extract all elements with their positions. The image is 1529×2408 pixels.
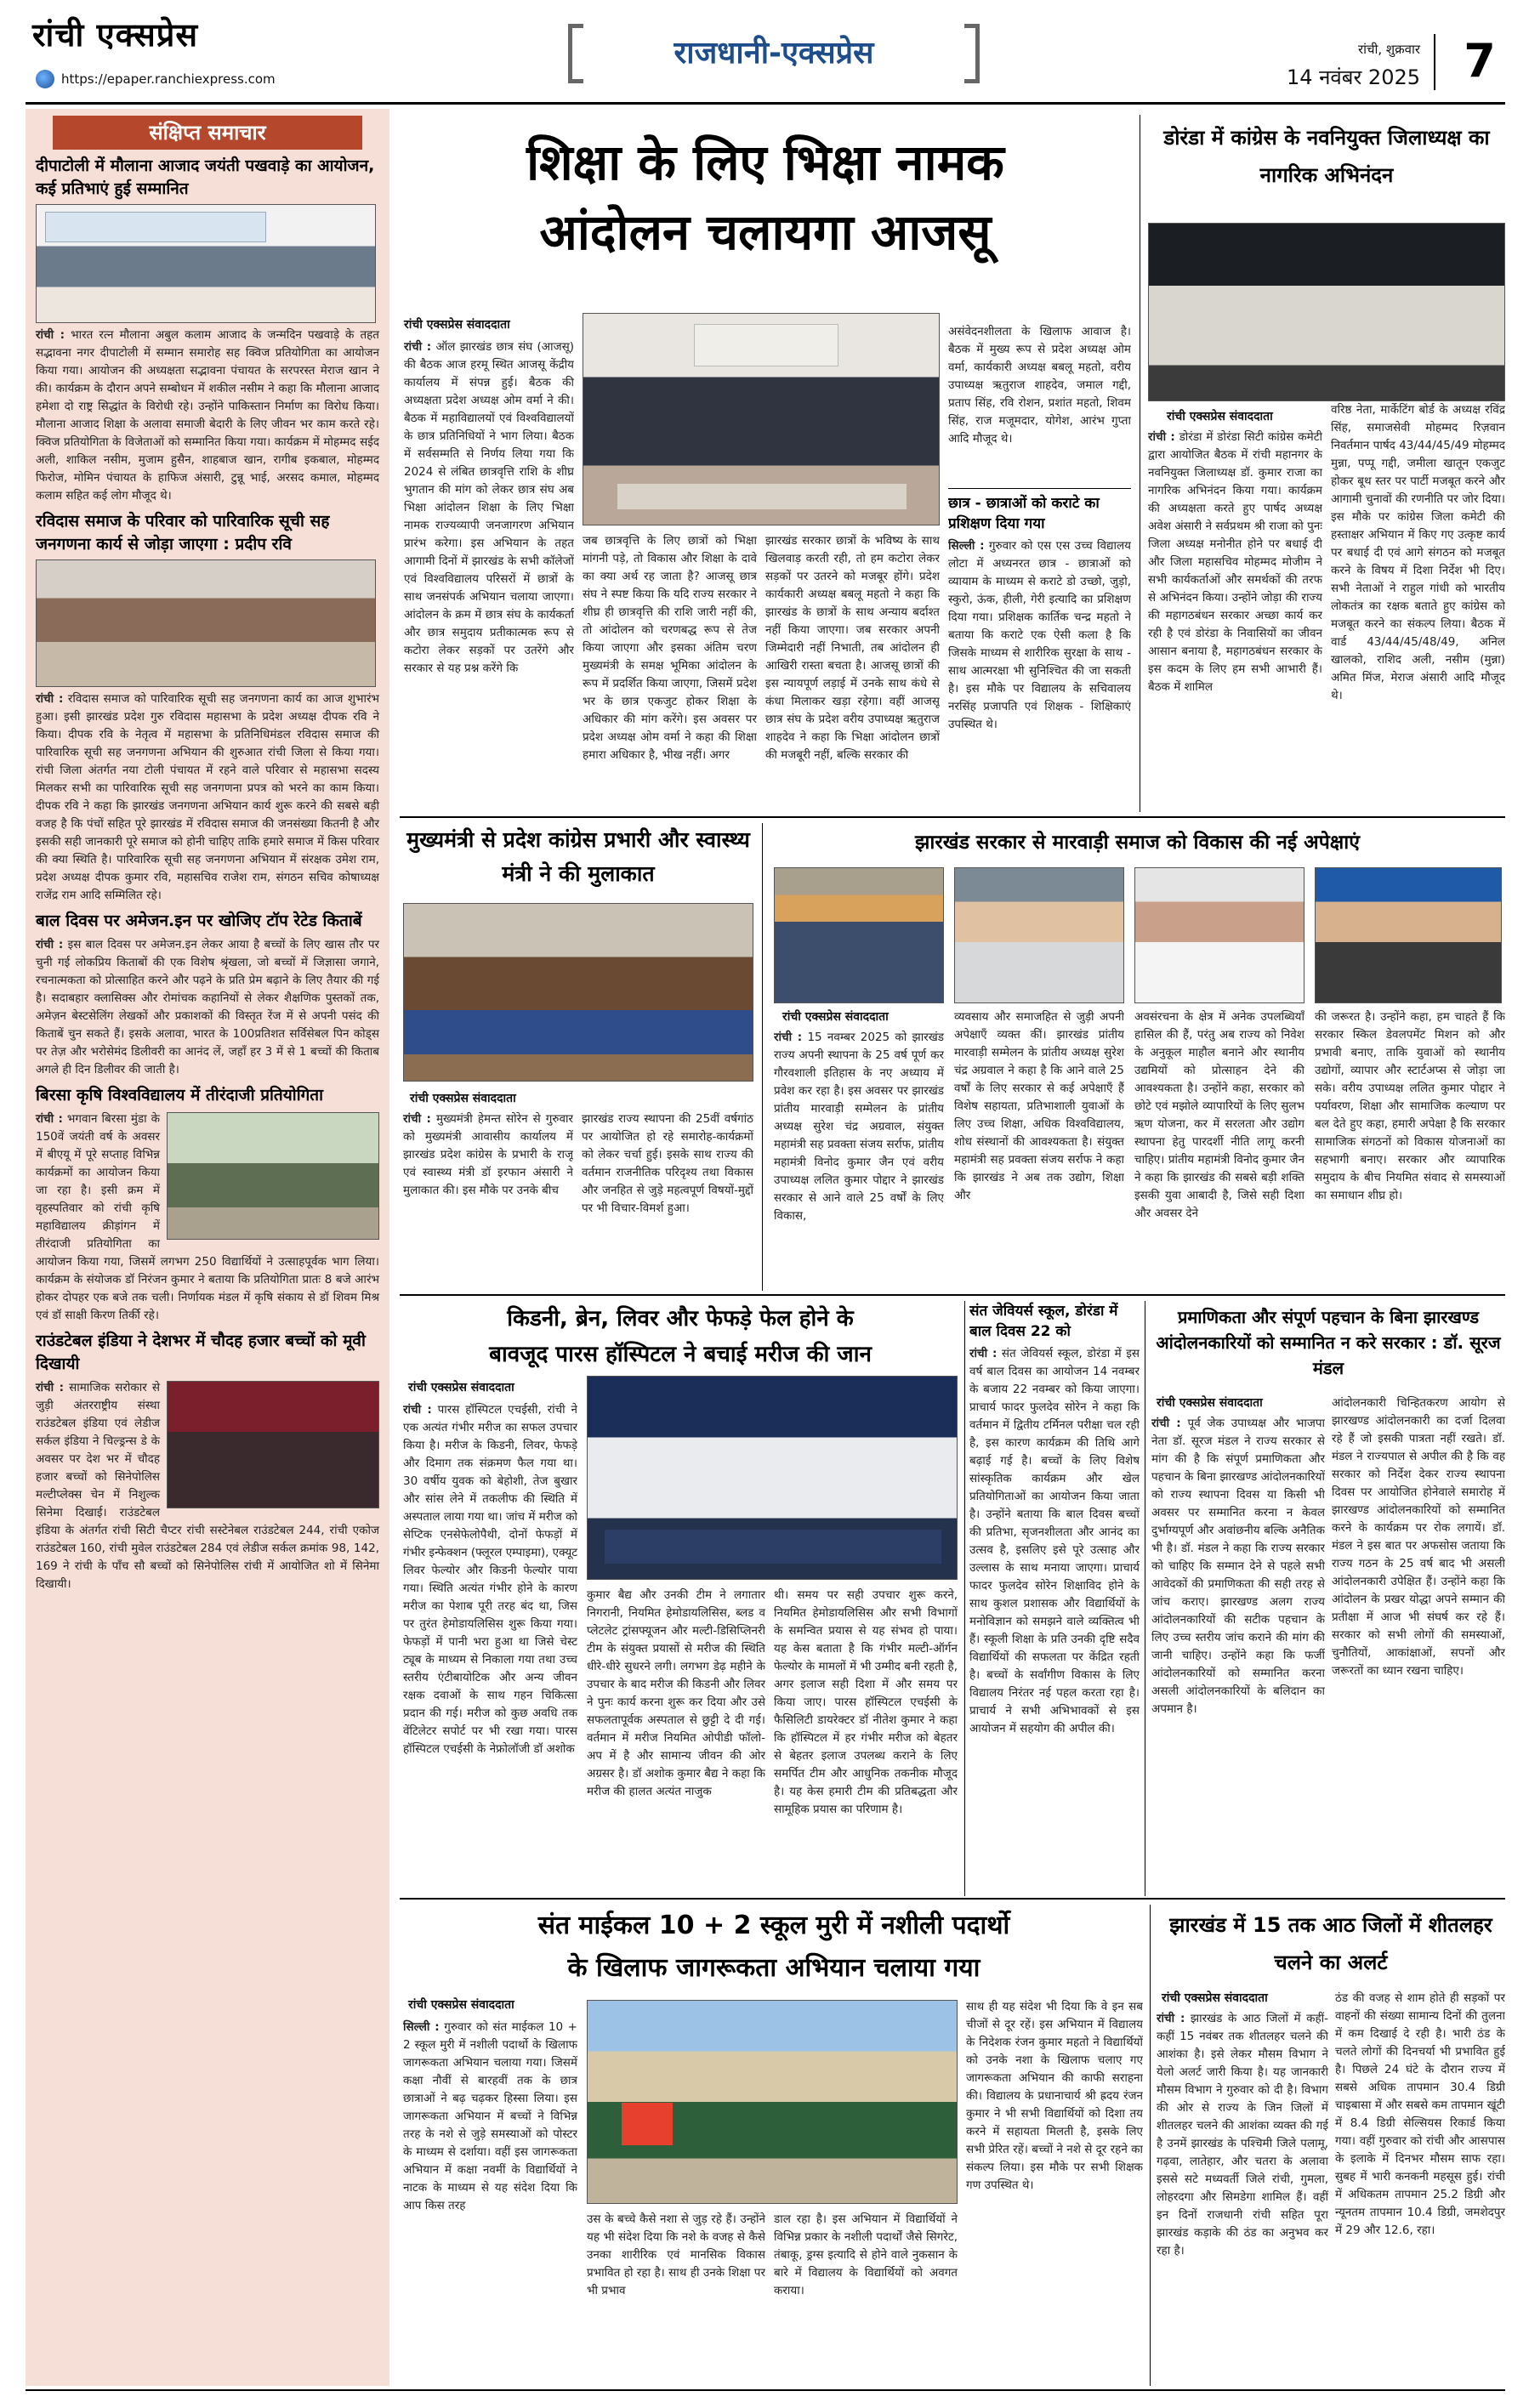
doranda-photo	[1148, 223, 1505, 401]
cm-col-2: झारखंड राज्य स्थापना की 25वीं वर्षगांठ पर आयोजित हो रहे समारोह-कार्यक्रमों को लेकर चर्चा हुई। इसके साथ राज्य की वर्तमान राजनीतिक परिदृश्य तथा विकास और जनहित से जुड़े महत्वपूर्ण विषयों-मुद्दों पर भी विचार-विमर्श हुआ।	[582, 1112, 753, 1215]
col-divider	[964, 1301, 965, 1896]
page-number: 7	[1464, 34, 1496, 88]
lead-divider	[948, 488, 1131, 489]
paras-headline: किडनी, ब्रेन, लिवर और फेफड़े फेल होने के बावजूद पारस हॉस्पिटल ने बचाई मरीज की जान	[489, 1306, 872, 1367]
meeting-banner	[694, 324, 838, 366]
doranda-headline: डोरंडा में कांग्रेस के नवनियुक्त जिलाध्यक्ष का नागरिक अभिनंदन	[1163, 126, 1490, 187]
marwari-byline: रांची एक्सप्रेस संवाददाता	[782, 1010, 889, 1024]
cold-byline: रांची एक्सप्रेस संवाददाता	[1162, 1991, 1268, 2005]
brief-headline: राउंडटेबल इंडिया ने देशभर में चौदह हजार बच्चों को मूवी दिखायी	[36, 1332, 366, 1373]
cold-col-2: ठंड की वजह से शाम होते ही सड़कों पर वाहनों की संख्या सामान्य दिनों की तुलना में कम दिखाई दे रही है। भारी ठंड के चलते लोगों की दिनचर्या भी प्रभावित हुई है। पिछले 24 घंटे के दौरान राज्य में सबसे अधिक तापमान 30.4 डिग्री चाइबासा में और सबसे कम तापमान खूंटी में 8.4 डिग्री सेल्सियस रिकार्ड किया गया। वहीं गुरुवार को रांची और आसपास के इलाके में दिनभर मौसम साफ रहा। सुबह में भारी कनकनी महसूस हुई। रांची में अधिकतम तापमान 25.2 डिग्री और न्यूनतम तापमान 10.4 डिग्री, जमशेदपुर में 29 और 12.6, रहा।	[1335, 1991, 1505, 2237]
cm-col-1: रांची : मुख्यमंत्री हेमन्त सोरेन से गुरुवार को मुख्यमंत्री आवासीय कार्यालय में झारखंड प्रदेश कांग्रेस के प्रभारी के राजू एवं स्वास्थ्य मंत्री डॉ इरफान अंसारी ने मुलाकात की। इस मौके पर उनके बीच	[403, 1112, 573, 1197]
masthead-divider	[1434, 34, 1435, 90]
brand-logo: रांची एक्सप्रेस	[32, 16, 199, 54]
marwari-photo-2	[954, 867, 1124, 1003]
paras-photo	[587, 1376, 958, 1580]
paras-col-3: थी। समय पर सही उपचार शुरू करने, नियमित हेमोडायलिसिस और सभी विभागों के समन्वित प्रयास से यह संभव हो पाया। यह केस बताता है कि गंभीर मल्टी-ऑर्गन फेल्योर के मामलों में भी उम्मीद बनी रहती है, अगर इलाज सही दिशा में और समय पर किया जाए। पारस हॉस्पिटल एचईसी के फैसिलिटी डायरेक्टर डॉ नीतेश कुमार ने कहा कि हॉस्पिटल में हर गंभीर मरीज को बेहतर से बेहतर इलाज उपलब्ध कराने के लिए समर्पित टीम और आधुनिक तकनीक मौजूद है। यह केस हमारी टीम की प्रतिबद्धता और सामूहिक प्रयास का परिणाम है।	[774, 1588, 958, 1816]
brief-headline: बाल दिवस पर अमेजन.इन पर खोजिए टॉप रेटेड किताबें	[36, 912, 362, 930]
xavier-body: रांची : संत जेवियर्स स्कूल, डोरंडा में इस वर्ष बाल दिवस का आयोजन 14 नवम्बर के बजाय 22 नवम्बर को किया जाएगा। प्राचार्य फादर फुलदेव सोरेन ने कहा कि वर्तमान में द्वितीय टर्मिनल परीक्षा चल रही है, इस कारण कार्यक्रम की तिथि आगे बढ़ाई गई है। बच्चों के लिए विशेष सांस्कृतिक कार्यक्रम और खेल प्रतियोगिताओं का आयोजन किया जाता है। उन्होंने बताया कि बाल दिवस बच्चों की प्रतिभा, सृजनशीलता और आनंद का उत्सव है, इसलिए इसे पूरे उत्साह और उल्लास के साथ मनाया जाएगा। प्राचार्य फादर फुलदेव सोरेन शिक्षाविद होने के साथ कुशल प्रशासक और विद्यार्थियों के मनोविज्ञान को समझने वाले व्यक्तित्व भी हैं। स्कूली शिक्षा के प्रति उनकी दृष्टि सदैव विद्यार्थियों की सफलता पर केंद्रित रहती है। बच्चों के सर्वांगीण विकास के लिए विद्यालय निरंतर नई पहल करता रहा है। प्राचार्य ने सभी अभिभावकों से इस आयोजन में सहयोग की अपील की।	[969, 1347, 1140, 1735]
brief-body: रांची : रविदास समाज को पारिवारिक सूची सह जनगणना कार्य का आज शुभारंभ हुआ। इसी झारखंड प्रदेश गुरु रविदास महासभा के प्रदेश अध्यक्ष दीपक रवि ने किया। दीपक रवि के नेतृत्व में महासभा के प्रतिनिधिमंडल रविदास समाज की पारिवारिक सूची सह जनगणना अभियान की शुरुआत रांची जिला से किया गया। रांची जिला अंतर्गत नया टोली पंचायत में रहने वाले परिवार से महासभा सदस्य मिलकर सभी का पारिवारिक सूची सह जनगणना प्रपत्र को भरने का काम किया। दीपक रवि ने कहा कि झारखंड जनगणना अभियान कार्य शुरू करने की सबसे बड़ी वजह है कि पंचों सहित पूरे झारखंड में रविदास समाज की जनसंख्या कितनी है और इसकी सही जानकारी पूरे समाज को होनी चाहिए ताकि हमारे समाज में किस परिवार की क्या स्थिति है। पारिवारिक सूची सह जनगणना अभियान में संरक्षक उमेश राम, प्रदेश अध्यक्ष दीपक कुमार रवि, महासचिव राजेश राम, संगठन सचिव कोषाध्यक्ष राजेंद्र राम आदि सम्मिलित रहे।	[36, 692, 379, 902]
brief-headline: रविदास समाज के परिवार को पारिवारिक सूची सह जनगणना कार्य से जोड़ा जाएगा : प्रदीप रवि	[36, 512, 330, 554]
karate-story	[948, 493, 1131, 811]
lead-photo	[583, 313, 940, 525]
cold-headline: झारखंड में 15 तक आठ जिलों में शीतलहर चलने का अलर्ट	[1169, 1913, 1492, 1974]
cm-byline: रांची एक्सप्रेस संवाददाता	[410, 1092, 516, 1105]
andolan-byline: रांची एक्सप्रेस संवाददाता	[1157, 1396, 1263, 1410]
marwari-col-1: रांची : 15 नवम्बर 2025 को झारखंड राज्य अपनी स्थापना के 25 वर्ष पूर्ण कर गौरवशाली इतिहास के नए अध्याय में प्रवेश कर रहा है। इस अवसर पर झारखंड प्रांतीय मारवाड़ी सम्मेलन के प्रांतीय अध्यक्ष सुरेश चंद्र अग्रवाल, संयुक्त महामंत्री सह प्रवक्ता संजय सर्राफ, प्रांतीय महामंत्री विनोद कुमार जैन एवं वरीय उपाध्यक्ष ललित कुमार पोद्दार ने झारखंड सरकार से आने वाले 25 वर्षों के लिए विकास,	[774, 1031, 944, 1223]
muri-col-4: साथ ही यह संदेश भी दिया कि वे इन सब चीजों से दूर रहें। इस अभियान में विद्यालय के निदेशक रंजन कुमार महतो ने विद्यार्थियों को उनके नशा के खिलाफ चलाए गए जागरूकता अभियान की काफी सराहना की। विद्यालय के प्रधानाचार्य श्री ह्रदय रंजन कुमार ने भी सभी विद्यार्थियों को दिशा तय करने में सहायता मिलती है, इसके लिए सभी प्रेरित रहें। बच्चों ने नशे से दूर रहने का संकल्प लिया। इस मौके पर सभी शिक्षक गण उपस्थित थे।	[966, 2000, 1143, 2192]
masthead	[0, 0, 1529, 100]
banner-graphic	[45, 212, 266, 242]
brief-photo-3	[167, 1112, 379, 1240]
marwari-col-4: की जरूरत है। उन्होंने कहा, हम चाहते हैं कि सरकार स्किल डेवलपमेंट मिशन को और प्रभावी बनाए, ताकि युवाओं को स्थानीय उद्योगों, व्यापार और स्टार्टअप्स से जोड़ा जा सके। वरीय उपाध्यक्ष ललित कुमार पोद्दार ने पर्यावरण, शिक्षा और सामाजिक कल्याण पर बल देते हुए कहा, हमारी अपेक्षा है कि सरकार सामाजिक संगठनों को विकास योजनाओं का सहभागी बनाए। सरकार और व्यापारिक समुदाय के बीच नियमित संवाद से समस्याओं का समाधान शीघ्र हो।	[1315, 1010, 1505, 1202]
doranda-byline: रांची एक्सप्रेस संवाददाता	[1167, 410, 1273, 423]
press-desk	[605, 1530, 941, 1564]
place-day: रांची, शुक्रवार	[1357, 42, 1420, 57]
masthead-rule	[26, 102, 1505, 105]
lead-col-2: जब छात्रवृत्ति के लिए छात्रों को भिक्षा मांगनी पड़े, तो विकास और शिक्षा के दावे का क्या अर्थ रह जाता है? आजसू छात्र संघ ने स्पष्ट किया कि यदि राज्य सरकार ने शीघ्र ही छात्रवृत्ति की राशि जारी नहीं की, तो आंदोलन को चरणबद्ध रूप से तेज किया जाएगा और इसका अंतिम चरण मुख्यमंत्री के समक्ष भूमिका आंदोलन के रूप में प्रदर्शित किया जाएगा, जिसमें प्रदेश भर के छात्र एकजुट होकर शिक्षा के अधिकार की मांग करेंगे। इस अवसर पर प्रदेश अध्यक्ष ओम वर्मा ने कहा की शिक्षा हमारा अधिकार है, भीख नहीं। अगर	[583, 534, 757, 762]
xavier-story	[969, 1301, 1140, 1893]
xavier-headline: संत जेवियर्स स्कूल, डोरंडा में बाल दिवस 22 को	[969, 1303, 1118, 1340]
brief-photo-1	[36, 204, 376, 323]
andolan-col-1: रांची : पूर्व जेेक उपाध्यक्ष और भाजपा नेता डॉ. सूरज मंडल ने राज्य सरकार से मांग की है कि संपूर्ण प्रमाणिकता और पहचान के बिना झारखण्ड आंदोलनकारियों को राज्य स्थापना दिवस या किसी भी अवसर पर सम्मानित करना न केवल दुर्भाग्यपूर्ण और अवांछनीय बल्कि अनैतिक भी है। डॉ. मंडल ने कहा कि राज्य सरकार को चाहिए कि सम्मान देने से पहले सभी आवेदकों की प्रमाणिकता की सही तरह से जांच कराए। झारखण्ड अलग राज्य आंदोलनकारियों की सटीक पहचान के लिए उच्च स्तरीय जांच कराने की मांग की जानी चाहिए। उन्होंने कहा कि फर्जी आंदोलनकारियों को सम्मानित करना असली आंदोलनकारियों के बलिदान का अपमान है।	[1151, 1417, 1325, 1716]
cm-photo	[403, 903, 753, 1082]
brief-body: रांची : भारत रत्न मौलाना अबुल कलाम आजाद के जन्मदिन पखवाड़े के तहत सद्भावना नगर दीपाटोली में सम्मान समारोह सह क्विज प्रतियोगिता का आयोजन किया गया। आयोजन की अध्यक्षता सद्भावना पंचायत के सरपरस्त मेराज खान ने की। कार्यक्रम के दौरान अपने सम्बोधन में शकील नसीम ने कहा कि मौलाना आजाद हमेशा दो राष्ट्र सिद्धांत के विरोधी रहे। उन्होंने पाकिस्तान निर्माण का विरोध किया। मौलाना आजाद शिक्षा के अलावा समाजी बेदारी के लिए जीवन भर काम करते रहे। क्विज प्रतियोगिता के विजेताओं को सम्मानित किया गया। कार्यक्रम में मोहम्मद सईद अली, शाकिल नसीम, मुजाम हुसैन, शाहबाज खान, रागीब इकबाल, मोहम्मद फिरोज, मोमिन पंचायत के हाफिज अंसारी, टुन्नू भाई, अरसद कमाल, मोहम्मद कलाम सहित कई लोग मौजूद थे।	[36, 328, 380, 503]
section-bracket-right	[964, 24, 980, 83]
muri-col-2: उस के बच्चे कैसे नशा से जुड़ रहे हैं। उन्होंने यह भी संदेश दिया कि नशे के वजह से कैसे उनका शारीरिक एवं मानसिक विकास प्रभावित हो रहा है। साथ ही उनके शिक्षा पर भी प्रभाव	[587, 2212, 765, 2297]
muri-col-1: सिल्ली : गुरुवार को संत माईकल 10 + 2 स्कूल मुरी में नशीली पदार्थो के खिलाफ जागरूकता अभियान चलाया गया। जिसमें कक्षा नौवीं से बारहवीं तक के छात्र छात्राओं ने बढ़ चढ़कर हिस्सा लिया। इस जागरूकता अभियान में बच्चों ने विभिन्न तरह के नशे से जुड़े समस्याओं को पोस्टर के माध्यम से दर्शाया। वहीं इस जागरूकता अभियान में कक्षा नवमीं के विद्यार्थियों ने नाटक के माध्यम से यह संदेश दिया कि आप किस तरह	[403, 2020, 577, 2212]
marwari-col-3: अवसंरचना के क्षेत्र में अनेक उपलब्धियाँ हासिल की हैं, परंतु अब राज्य को निवेश के अनुकूल माहौल बनाने और स्थानीय उद्यमियों को प्रोत्साहन देने की आवश्यकता है। उन्होंने कहा, सरकार को छोटे एवं मझोले व्यापारियों के लिए सुलभ ऋण योजना, कर में सरलता और उद्योग स्थापना हेतु पारदर्शी नीति लागू करनी चाहिए। प्रांतीय महामंत्री विनोद कुमार जैन ने कहा कि झारखंड की सबसे बड़ी शक्ति इसकी युवा आबादी है, जिसे सही दिशा और अवसर देने	[1134, 1010, 1304, 1220]
lead-col-3: झारखंड सरकार छात्रों के भविष्य के साथ खिलवाड़ करती रही, तो हम कटोरा लेकर सड़कों पर उतरने को मजबूर होंगे। प्रदेश कार्यकारी अध्यक्ष बबलू महतो ने कहा कि झारखंड के छात्रों के साथ अन्याय बर्दाश्त नहीं किया जाएगा। जब सरकार अपनी जिम्मेदारी नहीं निभाती, तब आंदोलन ही आखिरी रास्ता बचता है। आजसू छात्रों की इस न्यायपूर्ण लड़ाई में उनके साथ कंधे से कंधा मिलाकर खड़ा रहेगा। वहीं आजसू छात्र संघ के प्रदेश वरीय उपाध्यक्ष ऋतुराज शाहदेव ने कहा कि भिक्षा आंदोलन छात्रों की मजबूरी नहीं, बल्कि सरकार की	[765, 534, 940, 762]
col-divider	[762, 823, 763, 1291]
marwari-photo-3	[1134, 867, 1304, 1003]
doranda-col-2: वरिष्ठ नेता, मार्केटिंग बोर्ड के अध्यक्ष रविंद्र सिंह, समाजसेवी मोहम्मद रिज़वान निवर्तमान पार्षद 43/44/45/49 मोहम्मद मुन्ना, पप्पू गद्दी, जमीला खातून एकजुट होकर बूथ स्तर पर पार्टी मजबूत करने और आगामी चुनावों की रणनीति पर जोर दिया। इस मौके पर कांग्रेस जिला कमेटी की हस्ताक्षर अभियान में किए गए उत्कृष्ट कार्य पर बधाई दी एवं आगे संगठन को मजबूत करने के विषय में दिशा निर्देश भी दिए। सभी नेताओं ने राहुल गांधी को भारतीय लोकतंत्र का रक्षक बताते हुए कांग्रेस को मजबूत करने का संकल्प लिया। बैठक में वार्ड 43/44/45/48/49, अनिल खालको, राशिद अली, नसीम (मुन्ना) अमित मिंज, मेराज अंसारी आदि मौजूद थे।	[1331, 403, 1505, 702]
page-bottom-rule	[26, 2389, 1505, 2391]
brief-item	[36, 1084, 379, 1325]
brief-item	[36, 510, 379, 905]
brief-body: रांची : भगवान बिरसा मुंडा के 150वें जयंती वर्ष के अवसर में बीएयू में पूरे सप्ताह विभिन्न कार्यक्रमों का आयोजन किया जा रहा है। इसी क्रम में वृहस्पतिवार को रांची कृषि महाविद्यालय क्रीड़ांगन में तीरंदाजी प्रतियोगिता का आयोजन किया गया, जिसमें लगभग 250 विद्यार्थियों ने उत्साहपूर्वक भाग लिया। कार्यक्रम के संयोजक डॉ निरंजन कुमार ने बताया कि प्रतियोगिता प्रातः 8 बजे आरंभ होकर दोपहर एक बजे तक चली। निर्णायक मंडल में कृषि संकाय से डॉ शिवम मिश्र एवं डॉ साक्षी किरण तिर्की रहे।	[36, 1112, 379, 1322]
karate-headline: छात्र - छात्राओं को कराटे का प्रशिक्षण दिया गया	[948, 495, 1100, 532]
marwari-photo-1	[774, 867, 944, 1003]
brief-photo-4	[167, 1381, 379, 1508]
brief-body: रांची : इस बाल दिवस पर अमेजन.इन लेकर आया है बच्चों के लिए खास तौर पर चुनी गई लोकप्रिय किताबों की एक विशेष श्रृंखला, जो बच्चों में जिज्ञासा जगाने, रचनात्मकता को प्रोत्साहित करने और पढ़ने के प्रति प्रेम बढ़ाने के लिए तैयार की गई है। सदाबहार क्लासिक्स और रोमांचक कहानियों से लेकर शैक्षणिक पुस्तकों तक, अमेज़न बेस्टसेलिंग लेखकों और प्रकाशकों की विस्तृत रेंज में से अपनी पसंद की किताबें चुन सकते हैं। इसके अलावा, भारत के 100प्रतिशत सर्विसेबल पिन कोड्स पर तेज़ और भरोसेमंद डिलीवरी का आनंद लें, जहाँ हर 3 में से 1 बच्चों की किताब अगले ही दिन डिलीवर की जाती है।	[36, 938, 380, 1076]
lead-byline: रांची एक्सप्रेस संवाददाता	[404, 318, 510, 332]
muri-col-3: डाल रहा है। इस अभियान में विद्यार्थियों ने विभिन्न प्रकार के नशीली पदार्थों जैसे सिगरेट, तंबाकू, ड्रग्स इत्यादि से होने वाले नुकसान के बारे में विद्यालय के विद्यार्थियों को अवगत कराया।	[774, 2212, 958, 2297]
brief-headline: बिरसा कृषि विश्वविद्यालय में तीरंदाजी प्रतियोगिता	[36, 1086, 324, 1105]
sidebar-title: संक्षिप्त समाचार	[53, 116, 362, 150]
lead-col-1: रांची : ऑल झारखंड छात्र संघ (आजसू) की बैठक आज हरमू स्थित आजसू केंद्रीय कार्यालय में संपन्न हुई। बैठक की अध्यक्षता प्रदेश अध्यक्ष ओम वर्मा ने की। बैठक में महाविद्यालयों एवं विश्वविद्यालयों के छात्र प्रतिनिधियों ने भाग लिया। बैठक में सर्वसम्मति से निर्णय लिया गया कि 2024 से लंबित छात्रवृत्ति राशि के शीघ्र भुगतान की मांग को लेकर छात्र संघ अब भिक्षा आंदोलन शिक्षा के लिए भिक्षा नामक राज्यव्यापी जनजागरण अभियान प्रारंभ करेगा। इस अभियान के तहत आगामी दिनों में झारखंड के सभी कॉलेजों एवं विश्वविद्यालय परिसरों में छात्रों के साथ जनसंपर्क अभियान चलाया जाएगा। आंदोलन के क्रम में छात्र संघ के कार्यकर्ता और छात्र समुदाय प्रतीकात्मक रूप से कटोरा लेकर सड़कों पर उतरेंगे और सरकार से यह प्रश्न करेंगे कि	[404, 340, 574, 675]
brief-photo-2	[36, 559, 376, 687]
andolan-col-2: आंदोलनकारी चिन्हितकरण आयोग से झारखण्ड आंदोलनकारी का दर्जा दिलवा रहे हैं जो इसकी पात्रता नहीं रखते। डॉ. मंडल ने राज्यपाल से अपील की है कि वह सरकार को निर्देश देकर राज्य स्थापना दिवस पर आयोजित होनेवाले समारोह में झारखण्ड आंदोलनकारियों को सम्मानित करने के कार्यक्रम पर रोक लगायें। डॉ. मंडल ने इस बात पर अफसोस जताया कि राज्य गठन के 25 वर्ष बाद भी असली आंदोलनकारी उपेक्षित हैं। उन्होंने कहा कि आंदोलन के प्रखर योद्धा अपने सम्मान की प्रतीक्षा में आज भी संघर्ष कर रहे हैं। सरकार को सभी लोगों की समस्याओं, चुनौतियों, आकांक्षाओं, सपनों और जरूरतों का ध्यान रखना चाहिए।	[1332, 1396, 1505, 1678]
globe-icon	[36, 70, 54, 88]
brief-item	[36, 155, 379, 505]
issue-date: 14 नवंबर 2025	[1286, 65, 1420, 89]
paras-byline: रांची एक्सप्रेस संवाददाता	[408, 1381, 514, 1394]
muri-headline: संत माईकल 10 + 2 स्कूल मुरी में नशीली पदार्थो के खिलाफ जागरूकता अभियान चलाया गया	[537, 1911, 1010, 1983]
doranda-col-1: रांची : डोरंडा में डोरंडा सिटी कांग्रेस कमेटी द्वारा आयोजित बैठक में रांची महानगर के नवनियुक्त जिलाध्यक्ष डॉ. कुमार राजा का नागरिक अभिनंदन किया गया। कार्यक्रम की अध्यक्षता करते हुए पार्षद अध्यक्ष अवेश अंसारी ने सर्वप्रथम श्री राजा को पुनः जिला अध्यक्ष मनोनीत होने पर बधाई दी और जिला महासचिव मोहम्मद मोजीम ने सभी कार्यकर्ताओं और समर्थकों की तरफ से अभिनंदन किया। उन्होंने जोड़ा की राज्य की महागठबंधन सरकार अच्छा कार्य कर रही है एवं डोरंडा के निवासियों का जीवन आसान बनाया है, महागठबंधन सरकार के इस कदम के लिए हम सभी आभारी हैं। बैठक में शामिल	[1148, 430, 1322, 694]
marwari-photo-4	[1315, 867, 1502, 1003]
lead-headline: शिक्षा के लिए भिक्षा नामक आंदोलन चलायगा आजसू	[526, 133, 1004, 261]
brief-headline: दीपाटोली में मौलाना आजाद जयंती पखवाड़े का आयोजन, कई प्रतिभाएं हुई सम्मानित	[36, 156, 375, 198]
muri-photo	[587, 2000, 958, 2204]
brief-item	[36, 910, 379, 1079]
epaper-url[interactable]: https://epaper.ranchiexpress.com	[61, 71, 276, 87]
andolan-headline: प्रमाणिकता और संपूर्ण पहचान के बिना झारखण्ड आंदोलनकारियों को सम्मानित न करे सरकार : डॉ. सूरज मंडल	[1156, 1307, 1501, 1378]
section-rule-2	[400, 1294, 1505, 1296]
muri-byline: रांची एक्सप्रेस संवाददाता	[408, 1998, 514, 2012]
paras-col-2: कुमार बैद्य और उनकी टीम ने लगातार निगरानी, नियमित हेमोडायलिसिस, ब्लड व प्लेटलेट ट्रांसफ्यूजन और मल्टी-डिसिप्लिनरी टीम के संयुक्त प्रयासों से मरीज की स्थिति धीरे-धीरे सुधरने लगी। लगभग डेढ़ महीने के उपचार के बाद मरीज की किडनी और लिवर ने पुनः कार्य करना शुरू कर दिया और उसे सफलतापूर्वक अस्पताल से छुट्टी दे दी गई। वर्तमान में मरीज नियमित ओपीडी फॉलो-अप में है और सामान्य जीवन की ओर अग्रसर है। डॉ अशोक कुमार बैद्य ने कहा कि मरीज की हालत अत्यंत नाजुक	[587, 1588, 765, 1798]
lead-col-4: असंवेदनशीलता के खिलाफ आवाज है। बैठक में मुख्य रूप से प्रदेश अध्यक्ष ओम वर्मा, कार्यकारी अध्यक्ष बबलू महतो, वरीय उपाध्यक्ष ऋतुराज शाहदेव, जमाल गद्दी, प्रताप सिंह, रवि रोशन, प्रशांत महतो, शिवम सिंह, राज मजूमदार, योगेश, आरंभ गुप्ता आदि मौजूद थे।	[948, 325, 1131, 446]
marwari-col-2: व्यवसाय और समाजहित से जुड़ी अपनी अपेक्षाएँ व्यक्त कीं। झारखंड प्रांतीय मारवाड़ी सम्मेलन के प्रांतीय अध्यक्ष सुरेश चंद्र अग्रवाल ने कहा है कि आने वाले 25 वर्षों के लिए सरकार से कई अपेक्षाएँ हैं विशेष सहायता, प्रतिभाशाली युवाओं के लिए उच्च शिक्षा, अधिक विश्वविद्यालय, शोध संस्थानों की आवश्यकता है। संयुक्त महामंत्री सह प्रवक्ता संजय सर्राफ ने कहा कि झारखंड ने अब तक उद्योग, शिक्षा और	[954, 1010, 1124, 1202]
brief-body: रांची : सामाजिक सरोकार से जुड़ी अंतरराष्ट्रीय संस्था राउंडटेबल इंडिया एवं लेडीज सर्कल इंडिया ने चिल्ड्रन्स डे के अवसर पर देश भर में चौदह हजार बच्चों को सिनेपोलिस मल्टीप्लेक्स चेन में निशुल्क सिनेमा दिखाई। राउंडटेबल इंडिया के अंतर्गत रांची सिटी चैप्टर रांची सस्टेनेबल राउंडटेबल 244, रांची एकोज राउंडटेबल 160, रांची मुवेल राउंडटेबल 284 एवं लेडीज सर्कल क्रमांक 98, 142, 169 ने रांची के पाँच सौ बच्चों को सिनेपोलिस रांची में आयोजित शो में सिनेमा दिखायी।	[36, 1381, 379, 1591]
col-divider	[1150, 1905, 1151, 2386]
meeting-table	[617, 484, 907, 509]
marwari-headline: झारखंड सरकार से मारवाड़ी समाज को विकास की नई अपेक्षाएं	[915, 832, 1360, 854]
cm-headline: मुख्यमंत्री से प्रदेश कांग्रेस प्रभारी और स्वास्थ्य मंत्री ने की मुलाकात	[406, 827, 750, 886]
brief-item	[36, 1330, 379, 1593]
paras-col-1: रांची : पारस हॉस्पिटल एचईसी, रांची ने एक अत्यंत गंभीर मरीज का सफल उपचार किया है। मरीज के किडनी, लिवर, फेफड़े और दिमाग तक संक्रमण फैल गया था। 30 वर्षीय युवक को बेहोशी, तेज बुखार और सांस लेने में तकलीफ की स्थिति में अस्पताल लाया गया था। जांच में मरीज को सेप्टिक एनसेफेलोपैथी, दोनों फेफड़ों में गंभीर इन्फेक्शन (फ्लूरल एम्पाइमा), एक्यूट लिवर फेल्योर और किडनी फेल्योर पाया गया। स्थिति अत्यंत गंभीर होने के कारण मरीज का पेशाब पूरी तरह बंद था, जिस पर तुरंत हेमोडायलिसिस शुरू किया गया। फेफड़ों में पानी भरा हुआ था जिसे चेस्ट ट्यूब के माध्यम से निकाला गया तथा उच्च स्तरीय एंटीबायोटिक और अन्य जीवन रक्षक दवाओं के साथ गहन चिकित्सा प्रदान की गई। मरीज को कुछ अवधि तक वेंटिलेटर सपोर्ट पर भी रखा गया। पारस हॉस्पिटल एचईसी के नेफ्रोलॉजी डॉ अशोक	[403, 1403, 577, 1756]
section-rule-3	[400, 1898, 1505, 1900]
cold-col-1: रांची : झारखंड के आठ जिलों में कहीं-कहीं 15 नवंबर तक शीतलहर चलने की आशंका है। इसे लेकर मौसम विभाग ने येलो अलर्ट जारी किया है। यह जानकारी मौसम विभाग ने गुरुवार को दी है। विभाग की ओर से राज्य के जिन जिलों में शीतलहर चलने की आशंका व्यक्त की गई है उनमें झारखंड के पश्चिमी जिले पलामू, गढ़वा, लातेहार, और चतरा के अलावा इससे सटे मध्यवर्ती जिले रांची, गुमला, लोहरदगा और सिमडेगा शामिल हैं। वहीं इन दिनों राजधानी रांची सहित पूरा झारखंड कड़ाके की ठंड का अनुभव कर रहा है।	[1157, 2012, 1328, 2258]
section-rule-1	[400, 816, 1505, 818]
no-tobacco-sign	[622, 2103, 673, 2145]
section-bracket-left	[568, 24, 583, 83]
section-title: राजधानी-एक्सप्रेस	[674, 36, 874, 71]
brief-news-sidebar	[26, 109, 389, 2386]
karate-body: सिल्ली : गुरुवार को एस एस उच्च विद्यालय लोटा में अध्यनरत छात्र - छात्राओं को व्यायाम के माध्यम से कराटे डो उच्छो, जुड़ो, स्कुरो, ऊंक, हीली, गेरी इत्यादि का प्रशिक्षण दिया गया। प्रशिक्षक कार्तिक चन्द्र महतो ने बताया कि कराटे एक ऐसी कला है कि जिसके माध्यम से शारीरिक सुरक्षा के साथ - साथ आत्मरक्षा भी सुनिश्चित की जा सकती है। इस मौके पर विद्यालय के सचिवालय नरसिंह प्रजापति एवं शिक्षक - शिक्षिकाएं उपस्थित थे।	[948, 539, 1131, 731]
